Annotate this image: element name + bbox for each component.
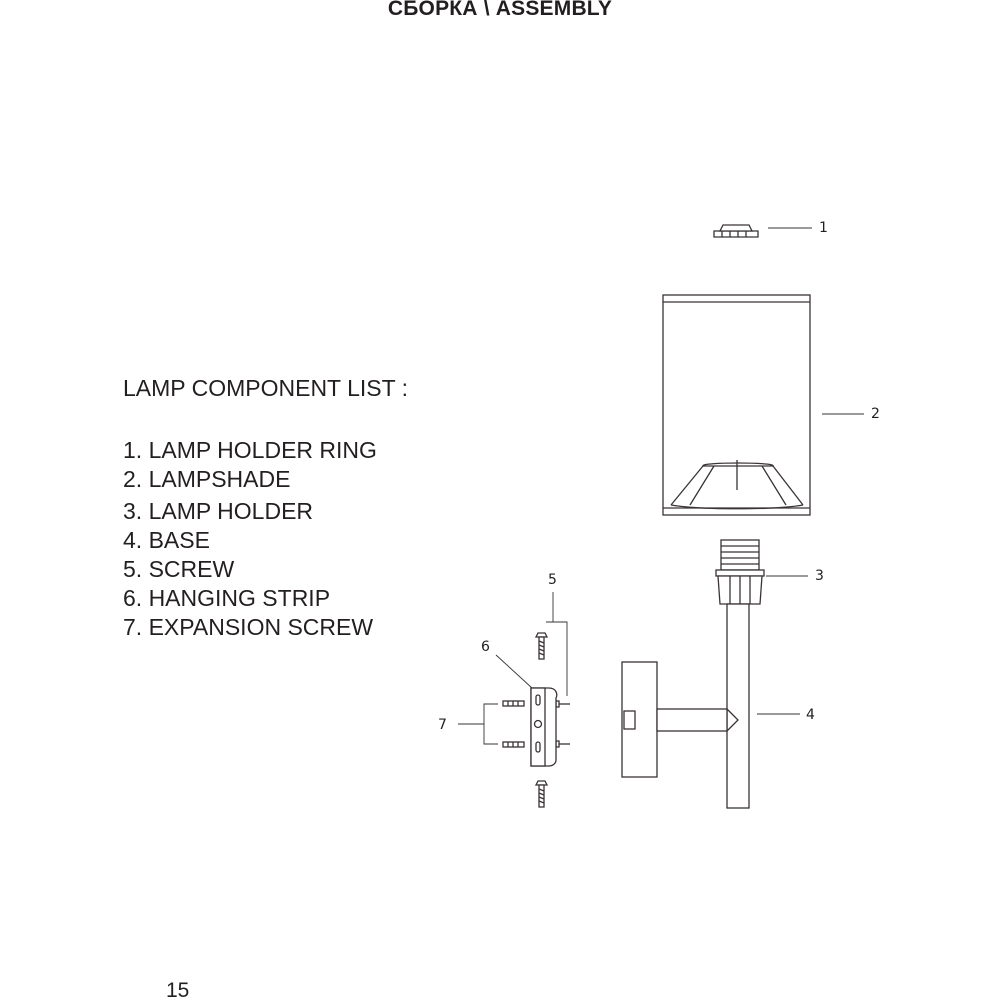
callout-7: 7 [438,717,447,733]
lampshade [663,295,810,515]
page-number: 15 [166,979,190,1002]
leader-line-7 [484,704,498,744]
callout-1: 1 [819,220,828,236]
component-item-3: 3. LAMP HOLDER [123,498,314,524]
component-list-heading: LAMP COMPONENT LIST : [123,375,409,401]
callout-4: 4 [806,707,815,723]
page-title: СБОРКА \ ASSEMBLY [387,0,613,20]
component-item-7: 7. EXPANSION SCREW [123,614,374,640]
leader-line-5 [546,622,567,696]
component-item-1: 1. LAMP HOLDER RING [123,437,377,463]
strip-screw [556,701,570,747]
component-item-5: 5. SCREW [123,556,235,582]
callout-2: 2 [871,406,880,422]
component-item-4: 4. BASE [123,527,210,553]
callout-6: 6 [481,639,490,655]
base [622,604,749,808]
lamp-holder [716,540,764,604]
callout-3: 3 [815,568,824,584]
hanging-strip [531,688,557,766]
expansion-screw [503,701,524,747]
callout-5: 5 [548,572,557,588]
leader-line-6 [496,655,532,688]
component-item-2: 2. LAMPSHADE [123,466,291,492]
component-item-6: 6. HANGING STRIP [123,585,331,611]
lamp-holder-ring [714,225,758,237]
